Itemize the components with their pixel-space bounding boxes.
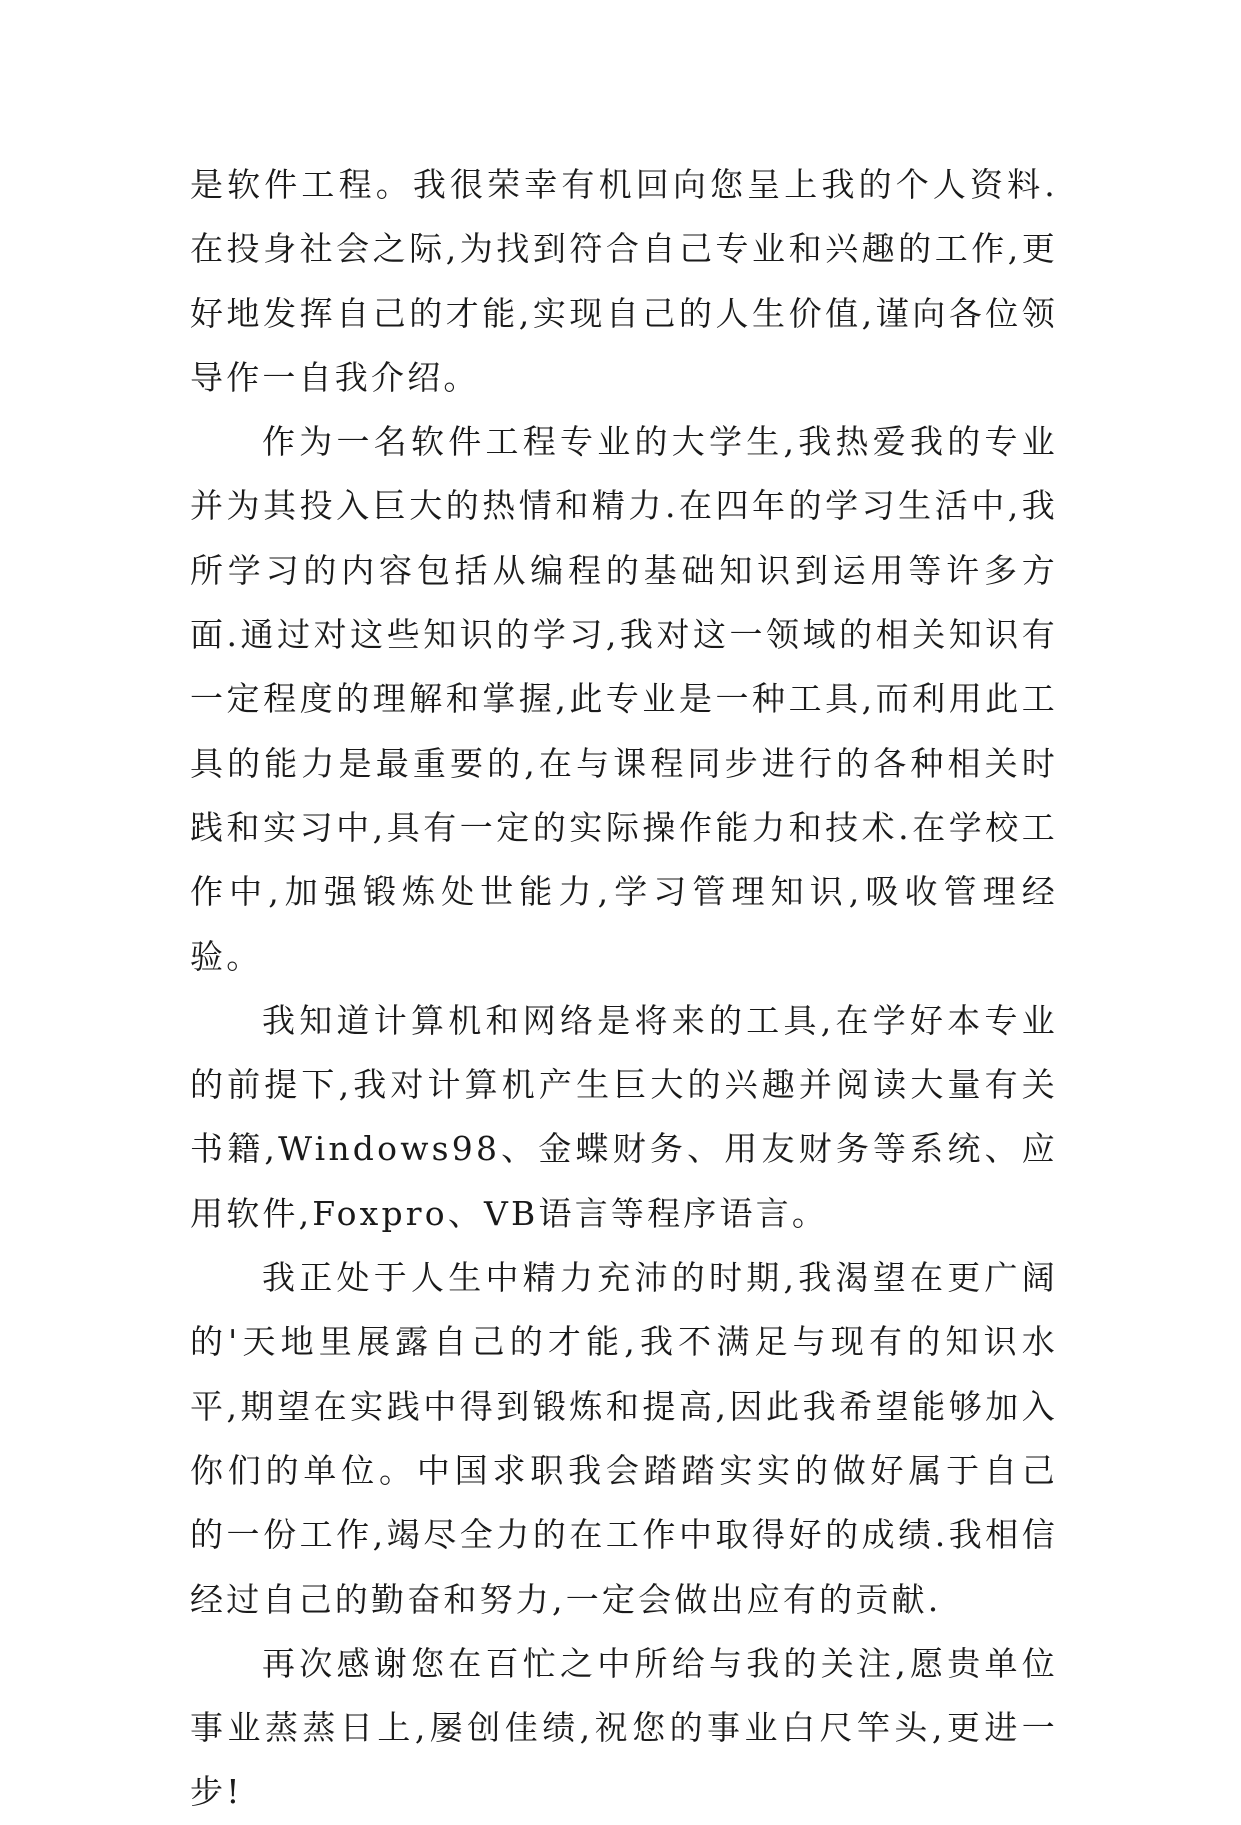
paragraph-intro: 是软件工程。我很荣幸有机回向您呈上我的个人资料.在投身社会之际,为找到符合自己专业和兴趣的工作,更好地发挥自己的才能,实现自己的人生价值,谨向各位领导作一自我介绍。 [190,165,1058,397]
document-body [190,153,1058,1825]
paragraph-closing: 再次感谢您在百忙之中所给与我的关注,愿贵单位事业蒸蒸日上,屡创佳绩,祝您的事业白尺竿头,更进一步! [190,1643,1058,1812]
paragraph-major: 作为一名软件工程专业的大学生,我热爱我的专业并为其投入巨大的热情和精力.在四年的学习生活中,我所学习的内容包括从编程的基础知识到运用等许多方面.通过对这些知识的学习,我对这一领域的相关知识有一定程度的理解和掌握,此专业是一种工具,而利用此工具的能力是最重要的,在与课程同步进行的各种相关时践和实习中,具有一定的实际操作能力和技术.在学校工作中,加强锻炼处世能力,学习管理知识,吸收管理经验。 [190,422,1058,976]
paragraph-computer-skills: 我知道计算机和网络是将来的工具,在学好本专业的前提下,我对计算机产生巨大的兴趣并阅读大量有关书籍,Windows98、金蝶财务、用友财务等系统、应用软件,Foxpro、VB语言等程序语言。 [190,1000,1058,1233]
paragraph-aspiration: 我正处于人生中精力充沛的时期,我渴望在更广阔的'天地里展露自己的才能,我不满足与现有的知识水平,期望在实践中得到锻炼和提高,因此我希望能够加入你们的单位。中国求职我会踏踏实实的做好属于自己的一份工作,竭尽全力的在工作中取得好的成绩.我相信经过自己的勤奋和努力,一定会做出应有的贡献. [190,1258,1058,1619]
